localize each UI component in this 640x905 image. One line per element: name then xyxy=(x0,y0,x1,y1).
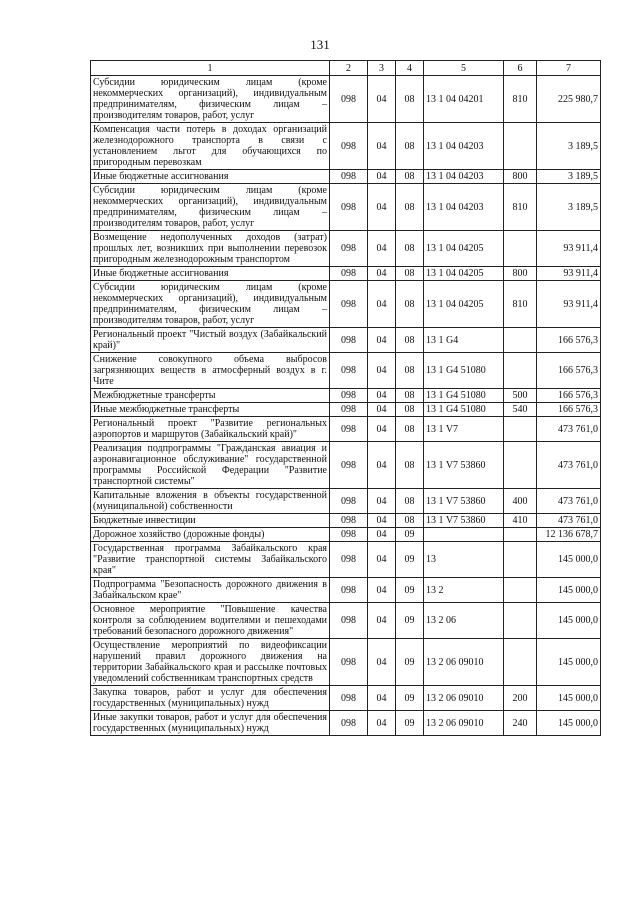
admin-code-cell: 098 xyxy=(330,403,368,417)
expense-type-cell: 240 xyxy=(504,711,537,736)
target-article-cell: 13 1 V7 53860 xyxy=(424,442,504,489)
amount-cell: 145 000,0 xyxy=(537,711,601,736)
row-name-cell: Закупка товаров, работ и услуг для обеспечения государственных (муниципальных) нужд xyxy=(91,686,330,711)
table-row xyxy=(91,389,601,403)
admin-code-cell: 098 xyxy=(330,489,368,514)
table-row xyxy=(91,123,601,170)
amount-cell: 166 576,3 xyxy=(537,403,601,417)
expense-type-cell: 800 xyxy=(504,267,537,281)
target-article-cell: 13 1 04 04203 xyxy=(424,184,504,231)
header-cell: 4 xyxy=(396,61,424,76)
section-code-cell: 04 xyxy=(368,389,396,403)
amount-cell: 93 911,4 xyxy=(537,231,601,267)
target-article-cell: 13 1 04 04203 xyxy=(424,170,504,184)
row-name-cell: Реализация подпрограммы "Гражданская авиация и аэронавигационное обслуживание" государственной программы Российской Федерации "Развитие транспортной системы" xyxy=(91,442,330,489)
admin-code-cell: 098 xyxy=(330,184,368,231)
expense-type-cell xyxy=(504,231,537,267)
expense-type-cell xyxy=(504,578,537,603)
admin-code-cell: 098 xyxy=(330,389,368,403)
amount-cell: 12 136 678,7 xyxy=(537,528,601,542)
expense-type-cell xyxy=(504,353,537,389)
subsection-code-cell: 08 xyxy=(396,403,424,417)
expense-type-cell xyxy=(504,603,537,639)
row-name-cell: Иные бюджетные ассигнования xyxy=(91,170,330,184)
amount-cell: 3 189,5 xyxy=(537,170,601,184)
table-row xyxy=(91,686,601,711)
section-code-cell: 04 xyxy=(368,170,396,184)
table-row xyxy=(91,603,601,639)
section-code-cell: 04 xyxy=(368,578,396,603)
subsection-code-cell: 09 xyxy=(396,686,424,711)
target-article-cell: 13 1 04 04203 xyxy=(424,123,504,170)
amount-cell: 145 000,0 xyxy=(537,542,601,578)
table-row xyxy=(91,489,601,514)
section-code-cell: 04 xyxy=(368,711,396,736)
row-name-cell: Субсидии юридическим лицам (кроме некоммерческих организаций), индивидуальным предпринимателям, физическим лицам – производителям товаров, работ, услуг xyxy=(91,76,330,123)
admin-code-cell: 098 xyxy=(330,639,368,686)
admin-code-cell: 098 xyxy=(330,281,368,328)
section-code-cell: 04 xyxy=(368,403,396,417)
target-article-cell: 13 1 04 04205 xyxy=(424,231,504,267)
section-code-cell: 04 xyxy=(368,231,396,267)
admin-code-cell: 098 xyxy=(330,123,368,170)
target-article-cell: 13 1 V7 53860 xyxy=(424,514,504,528)
target-article-cell: 13 1 04 04205 xyxy=(424,281,504,328)
row-name-cell: Снижение совокупного объема выбросов загрязняющих веществ в атмосферный воздух в г. Чите xyxy=(91,353,330,389)
subsection-code-cell: 08 xyxy=(396,489,424,514)
admin-code-cell: 098 xyxy=(330,686,368,711)
row-name-cell: Региональный проект "Развитие региональных аэропортов и маршрутов (Забайкальский край)" xyxy=(91,417,330,442)
section-code-cell: 04 xyxy=(368,184,396,231)
admin-code-cell: 098 xyxy=(330,603,368,639)
amount-cell: 473 761,0 xyxy=(537,489,601,514)
expense-type-cell: 810 xyxy=(504,184,537,231)
section-code-cell: 04 xyxy=(368,514,396,528)
expense-type-cell xyxy=(504,528,537,542)
section-code-cell: 04 xyxy=(368,328,396,353)
row-name-cell: Субсидии юридическим лицам (кроме некоммерческих организаций), индивидуальным предпринимателям, физическим лицам – производителям товаров, работ, услуг xyxy=(91,281,330,328)
target-article-cell: 13 2 06 09010 xyxy=(424,711,504,736)
target-article-cell: 13 1 04 04201 xyxy=(424,76,504,123)
subsection-code-cell: 08 xyxy=(396,231,424,267)
header-row xyxy=(91,61,601,76)
header-cell: 7 xyxy=(537,61,601,76)
target-article-cell: 13 2 xyxy=(424,578,504,603)
subsection-code-cell: 08 xyxy=(396,514,424,528)
table-row xyxy=(91,639,601,686)
expense-type-cell: 540 xyxy=(504,403,537,417)
target-article-cell: 13 2 06 xyxy=(424,603,504,639)
amount-cell: 3 189,5 xyxy=(537,184,601,231)
budget-table xyxy=(90,60,601,736)
section-code-cell: 04 xyxy=(368,267,396,281)
table-row xyxy=(91,184,601,231)
target-article-cell: 13 1 04 04205 xyxy=(424,267,504,281)
subsection-code-cell: 08 xyxy=(396,170,424,184)
expense-type-cell: 810 xyxy=(504,281,537,328)
header-cell: 5 xyxy=(424,61,504,76)
amount-cell: 145 000,0 xyxy=(537,603,601,639)
admin-code-cell: 098 xyxy=(330,353,368,389)
expense-type-cell: 800 xyxy=(504,170,537,184)
admin-code-cell: 098 xyxy=(330,417,368,442)
page-number: 131 xyxy=(310,37,330,52)
target-article-cell: 13 2 06 09010 xyxy=(424,686,504,711)
row-name-cell: Подпрограмма "Безопасность дорожного движения в Забайкальском крае" xyxy=(91,578,330,603)
header-cell: 3 xyxy=(368,61,396,76)
subsection-code-cell: 08 xyxy=(396,353,424,389)
table-row xyxy=(91,578,601,603)
subsection-code-cell: 08 xyxy=(396,267,424,281)
amount-cell: 166 576,3 xyxy=(537,389,601,403)
amount-cell: 473 761,0 xyxy=(537,442,601,489)
expense-type-cell: 200 xyxy=(504,686,537,711)
subsection-code-cell: 09 xyxy=(396,542,424,578)
admin-code-cell: 098 xyxy=(330,528,368,542)
expense-type-cell: 400 xyxy=(504,489,537,514)
header-cell: 6 xyxy=(504,61,537,76)
target-article-cell: 13 2 06 09010 xyxy=(424,639,504,686)
target-article-cell xyxy=(424,528,504,542)
section-code-cell: 04 xyxy=(368,542,396,578)
target-article-cell: 13 1 G4 51080 xyxy=(424,403,504,417)
amount-cell: 145 000,0 xyxy=(537,639,601,686)
section-code-cell: 04 xyxy=(368,281,396,328)
row-name-cell: Осуществление мероприятий по видеофиксации нарушений правил дорожного движения на территории Забайкальского края и рассылке почтовых уведомлений собственникам транспортных средств xyxy=(91,639,330,686)
section-code-cell: 04 xyxy=(368,353,396,389)
expense-type-cell: 500 xyxy=(504,389,537,403)
table-row xyxy=(91,542,601,578)
table-body xyxy=(91,76,601,736)
table-row xyxy=(91,76,601,123)
subsection-code-cell: 09 xyxy=(396,711,424,736)
row-name-cell: Иные бюджетные ассигнования xyxy=(91,267,330,281)
table-row xyxy=(91,403,601,417)
section-code-cell: 04 xyxy=(368,639,396,686)
row-name-cell: Основное мероприятие "Повышение качества контроля за соблюдением водителями и пешеходами требований безопасного дорожного движения" xyxy=(91,603,330,639)
table-row xyxy=(91,528,601,542)
subsection-code-cell: 08 xyxy=(396,389,424,403)
amount-cell: 145 000,0 xyxy=(537,686,601,711)
table-row xyxy=(91,328,601,353)
row-name-cell: Субсидии юридическим лицам (кроме некоммерческих организаций), индивидуальным предпринимателям, физическим лицам – производителям товаров, работ, услуг xyxy=(91,184,330,231)
amount-cell: 93 911,4 xyxy=(537,267,601,281)
amount-cell: 166 576,3 xyxy=(537,328,601,353)
target-article-cell: 13 1 V7 53860 xyxy=(424,489,504,514)
table-row xyxy=(91,281,601,328)
section-code-cell: 04 xyxy=(368,123,396,170)
expense-type-cell xyxy=(504,123,537,170)
target-article-cell: 13 1 G4 xyxy=(424,328,504,353)
header-cell: 1 xyxy=(91,61,330,76)
admin-code-cell: 098 xyxy=(330,76,368,123)
admin-code-cell: 098 xyxy=(330,328,368,353)
subsection-code-cell: 08 xyxy=(396,184,424,231)
table-row xyxy=(91,514,601,528)
table-row xyxy=(91,417,601,442)
expense-type-cell xyxy=(504,417,537,442)
admin-code-cell: 098 xyxy=(330,267,368,281)
row-name-cell: Региональный проект "Чистый воздух (Забайкальский край)" xyxy=(91,328,330,353)
expense-type-cell xyxy=(504,328,537,353)
subsection-code-cell: 09 xyxy=(396,578,424,603)
subsection-code-cell: 08 xyxy=(396,442,424,489)
section-code-cell: 04 xyxy=(368,603,396,639)
subsection-code-cell: 09 xyxy=(396,639,424,686)
admin-code-cell: 098 xyxy=(330,711,368,736)
subsection-code-cell: 08 xyxy=(396,328,424,353)
subsection-code-cell: 08 xyxy=(396,123,424,170)
row-name-cell: Межбюджетные трансферты xyxy=(91,389,330,403)
amount-cell: 166 576,3 xyxy=(537,353,601,389)
amount-cell: 3 189,5 xyxy=(537,123,601,170)
amount-cell: 145 000,0 xyxy=(537,578,601,603)
subsection-code-cell: 09 xyxy=(396,528,424,542)
table-row xyxy=(91,231,601,267)
admin-code-cell: 098 xyxy=(330,231,368,267)
table-row xyxy=(91,353,601,389)
section-code-cell: 04 xyxy=(368,489,396,514)
section-code-cell: 04 xyxy=(368,76,396,123)
expense-type-cell xyxy=(504,542,537,578)
expense-type-cell xyxy=(504,442,537,489)
amount-cell: 473 761,0 xyxy=(537,417,601,442)
table-row xyxy=(91,442,601,489)
row-name-cell: Бюджетные инвестиции xyxy=(91,514,330,528)
target-article-cell: 13 1 G4 51080 xyxy=(424,389,504,403)
row-name-cell: Государственная программа Забайкальского края "Развитие транспортной системы Забайкальского края" xyxy=(91,542,330,578)
admin-code-cell: 098 xyxy=(330,442,368,489)
admin-code-cell: 098 xyxy=(330,514,368,528)
subsection-code-cell: 08 xyxy=(396,417,424,442)
subsection-code-cell: 08 xyxy=(396,76,424,123)
amount-cell: 225 980,7 xyxy=(537,76,601,123)
subsection-code-cell: 08 xyxy=(396,281,424,328)
row-name-cell: Иные закупки товаров, работ и услуг для обеспечения государственных (муниципальных) нужд xyxy=(91,711,330,736)
table-row xyxy=(91,267,601,281)
admin-code-cell: 098 xyxy=(330,170,368,184)
subsection-code-cell: 09 xyxy=(396,603,424,639)
table-row xyxy=(91,711,601,736)
expense-type-cell: 810 xyxy=(504,76,537,123)
expense-type-cell xyxy=(504,639,537,686)
header-cell: 2 xyxy=(330,61,368,76)
row-name-cell: Капитальные вложения в объекты государственной (муниципальной) собственности xyxy=(91,489,330,514)
amount-cell: 93 911,4 xyxy=(537,281,601,328)
row-name-cell: Компенсация части потерь в доходах организаций железнодорожного транспорта в связи с установлением льгот для обучающихся по пригородным перевозкам xyxy=(91,123,330,170)
admin-code-cell: 098 xyxy=(330,542,368,578)
admin-code-cell: 098 xyxy=(330,578,368,603)
section-code-cell: 04 xyxy=(368,686,396,711)
table-row xyxy=(91,170,601,184)
expense-type-cell: 410 xyxy=(504,514,537,528)
row-name-cell: Возмещение недополученных доходов (затрат) прошлых лет, возникших при выполнении перевозок пригородным железнодорожным транспортом xyxy=(91,231,330,267)
target-article-cell: 13 xyxy=(424,542,504,578)
section-code-cell: 04 xyxy=(368,417,396,442)
section-code-cell: 04 xyxy=(368,528,396,542)
row-name-cell: Иные межбюджетные трансферты xyxy=(91,403,330,417)
target-article-cell: 13 1 V7 xyxy=(424,417,504,442)
section-code-cell: 04 xyxy=(368,442,396,489)
row-name-cell: Дорожное хозяйство (дорожные фонды) xyxy=(91,528,330,542)
target-article-cell: 13 1 G4 51080 xyxy=(424,353,504,389)
amount-cell: 473 761,0 xyxy=(537,514,601,528)
